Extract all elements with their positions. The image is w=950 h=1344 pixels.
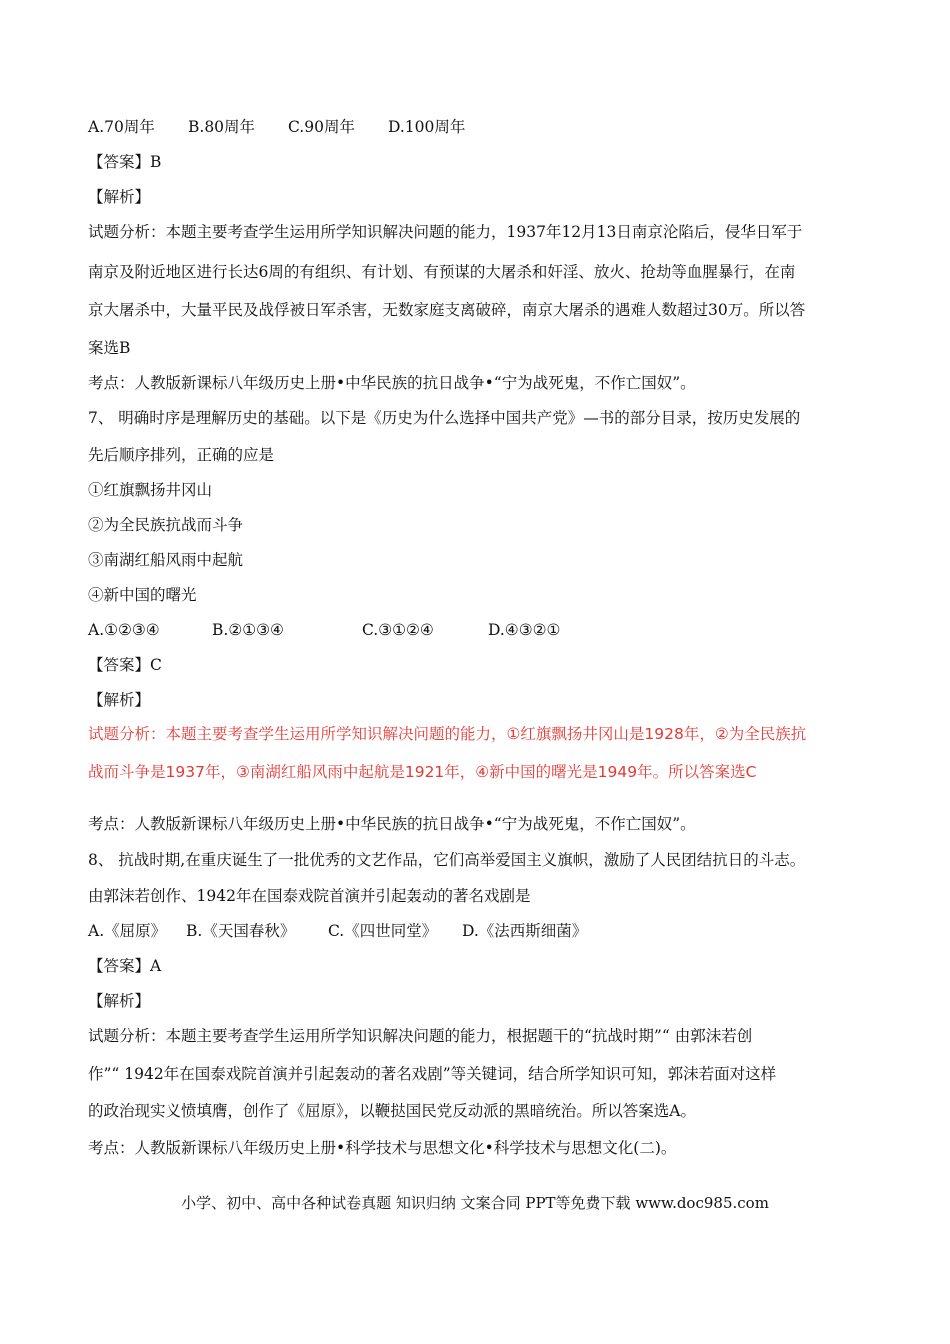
q7-options xyxy=(88,620,868,640)
q6-options xyxy=(88,117,868,137)
q7-option-d: D.④③②① xyxy=(488,621,561,639)
q8-answer: 【答案】A xyxy=(88,957,162,975)
q8-option-a: A.《屈原》 xyxy=(88,922,167,940)
q7-stem-line: 7、 明确时序是理解历史的基础。以下是《历史为什么选择中国共产党》—书的部分目录，按历史发展的 xyxy=(88,409,801,427)
q7-answer: 【答案】C xyxy=(88,656,162,674)
q6-option-a: A.70周年 xyxy=(88,118,155,136)
q7-item: ④新中国的曙光 xyxy=(88,586,197,604)
q7-item: ③南湖红船风雨中起航 xyxy=(88,551,244,569)
q7-analysis-label: 【解析】 xyxy=(88,691,151,709)
q8-analysis-label: 【解析】 xyxy=(88,992,151,1010)
q7-kaodian: 考点：人教版新课标八年级历史上册•中华民族的抗日战争•“宁为战死鬼，不作亡国奴”。 xyxy=(88,815,696,833)
q7-analysis-line-highlighted: 战而斗争是1937年，③南湖红船风雨中起航是1921年，④新中国的曙光是1949年。所以答案选C xyxy=(88,763,757,781)
q7-item: ①红旗飘扬井冈山 xyxy=(88,481,213,499)
q8-option-c: C.《四世同堂》 xyxy=(328,922,438,940)
q6-analysis-line: 京大屠杀中，大量平民及战俘被日军杀害，无数家庭支离破碎，南京大屠杀的遇难人数超过30万。所以答 xyxy=(88,301,806,319)
q8-analysis-line: 作”“ 1942年在国泰戏院首演并引起轰动的著名戏剧”等关键词，结合所学知识可知，郭沫若面对这样 xyxy=(88,1065,777,1083)
q6-answer: 【答案】B xyxy=(88,153,162,171)
q6-option-b: B.80周年 xyxy=(188,118,256,136)
q8-options xyxy=(88,921,868,941)
q7-item: ②为全民族抗战而斗争 xyxy=(88,516,244,534)
q8-analysis-line: 试题分析：本题主要考查学生运用所学知识解决问题的能力，根据题干的“抗战时期”“ 由郭沫若创 xyxy=(88,1027,753,1045)
q6-option-c: C.90周年 xyxy=(288,118,355,136)
page-footer: 小学、初中、高中各种试卷真题 知识归纳 文案合同 PPT等免费下载 www.doc985.com xyxy=(181,1194,769,1212)
q7-option-a: A.①②③④ xyxy=(88,621,160,639)
q7-analysis-line-highlighted: 试题分析：本题主要考查学生运用所学知识解决问题的能力，①红旗飘扬井冈山是1928年，②为全民族抗 xyxy=(88,725,807,743)
q6-analysis-line: 案选B xyxy=(88,339,131,357)
q6-analysis-label: 【解析】 xyxy=(88,188,151,206)
q8-option-d: D.《法西斯细菌》 xyxy=(462,922,588,940)
q6-analysis-line: 南京及附近地区进行长达6周的有组织、有计划、有预谋的大屠杀和奸淫、放火、抢劫等血腥暴行，在南 xyxy=(88,263,796,281)
q7-stem-line: 先后顺序排列，正确的应是 xyxy=(88,446,275,464)
q7-option-c: C.③①②④ xyxy=(362,621,434,639)
q8-option-b: B.《天国春秋》 xyxy=(186,922,296,940)
q8-kaodian: 考点：人教版新课标八年级历史上册•科学技术与思想文化•科学技术与思想文化(二)。 xyxy=(88,1139,677,1157)
q6-kaodian: 考点：人教版新课标八年级历史上册•中华民族的抗日战争•“宁为战死鬼，不作亡国奴”。 xyxy=(88,374,696,392)
q6-analysis-line: 试题分析：本题主要考查学生运用所学知识解决问题的能力，1937年12月13日南京沦陷后，侵华日军于 xyxy=(88,223,803,241)
q8-stem-line: 8、 抗战时期,在重庆诞生了一批优秀的文艺作品，它们高举爱国主义旗帜，激励了人民团结抗日的斗志。 xyxy=(88,851,806,869)
q8-analysis-line: 的政治现实义愤填膺，创作了《屈原》，以鞭挞国民党反动派的黑暗统治。所以答案选A。 xyxy=(88,1102,696,1120)
q6-option-d: D.100周年 xyxy=(388,118,466,136)
q8-stem-line: 由郭沫若创作、1942年在国泰戏院首演并引起轰动的著名戏剧是 xyxy=(88,887,531,905)
q7-option-b: B.②①③④ xyxy=(212,621,284,639)
